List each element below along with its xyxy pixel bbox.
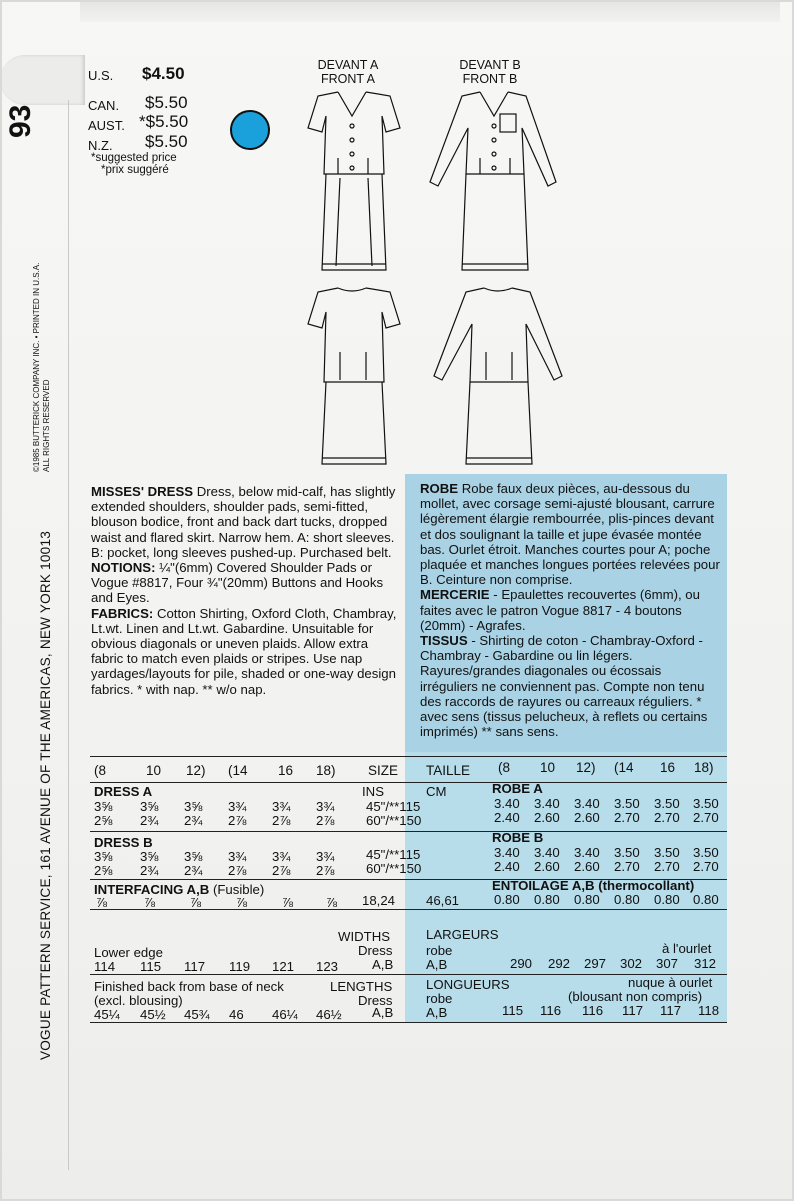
interfacing-cell: ⅞ xyxy=(236,895,247,910)
front-a-label xyxy=(288,58,408,86)
ab-label: A,B xyxy=(372,957,394,972)
ab-label: A,B xyxy=(372,1005,394,1020)
width-cell: 121 xyxy=(272,959,295,974)
metric-cell: 2.60 xyxy=(574,810,600,825)
yardage-cell: 3⅝ xyxy=(94,849,113,864)
width-cm-cell: 290 xyxy=(510,956,533,971)
metric-cell: 3.40 xyxy=(534,796,560,811)
length-cm-cell: 117 xyxy=(660,1003,682,1018)
width-cell: 119 xyxy=(229,959,251,974)
taille-cell: (14 xyxy=(614,760,634,775)
taille-cell: 12) xyxy=(576,760,596,775)
metric-cell: 2.40 xyxy=(494,810,520,825)
yardage-cell: 2⅞ xyxy=(228,863,247,878)
metric-cell: 2.60 xyxy=(574,859,600,874)
metric-cell: 2.70 xyxy=(614,859,640,874)
size-cell: 16 xyxy=(278,763,294,778)
robe-a-label: ROBE A xyxy=(492,781,543,796)
dress-a-label: DRESS A xyxy=(94,784,153,799)
dress-description: Dress, below mid-calf, has slightly extended shoulders, shoulder pads, semi-fitted, blouson bodice, front and back dart tucks, dropped waist and flared skirt. Narrow hem. A: short sleeves. B: pocket, long sleeves pushed-up. Purchased belt. xyxy=(91,484,396,560)
metric-cell: 2.70 xyxy=(654,859,680,874)
front-a-en: FRONT A xyxy=(321,72,375,86)
length-cm-cell: 115 xyxy=(502,1003,524,1018)
length-cm-cell: 116 xyxy=(540,1003,562,1018)
ab-label-fr: A,B xyxy=(426,1005,448,1020)
yardage-cell: 3¾ xyxy=(228,799,247,814)
fabrics-text: Cotton Shirting, Oxford Cloth, Chambray, Lt.wt. Linen and Lt.wt. Gabardine. Unsuitable for obvious diagonals or uneven plaids. Allow extra fabric to match even plaids or stripes. Use nap yardages/layouts for pile, shaded or one-way design fabrics. * with nap. ** w/o nap. xyxy=(91,605,397,697)
width-cell: 123 xyxy=(316,959,339,974)
interfacing-cell: ⅞ xyxy=(282,895,293,910)
yardage-cell: 2¾ xyxy=(140,863,159,878)
lower-edge-label: Lower edge xyxy=(94,945,163,960)
interfacing-cell: ⅞ xyxy=(190,895,201,910)
taille-cell: 16 xyxy=(660,760,676,775)
can-label: CAN. xyxy=(88,98,120,113)
a-ourlet-label: à l'ourlet xyxy=(662,941,712,956)
nz-price: $5.50 xyxy=(145,132,188,151)
width-cell: 115 xyxy=(140,959,162,974)
yardage-cell: 3¾ xyxy=(272,799,291,814)
dress-b-label: DRESS B xyxy=(94,835,153,850)
metric-cell: 3.40 xyxy=(494,796,520,811)
robe-description: Robe faux deux pièces, au-dessous du mollet, avec corsage semi-ajusté blousant, carrure légèrement élargie rembourrée, plis-pinces devant et dos soulignant la taille et jupe évasée montée bas. Ourlet étroit. Manches courtes pour A; poche plaquée et manches longues portées relevées pour B. Ceinture non comprise. xyxy=(420,481,720,588)
length-cm-cell: 116 xyxy=(582,1003,604,1018)
metric-cell: 2.70 xyxy=(693,810,719,825)
yardage-cell: 2¾ xyxy=(184,813,203,828)
excl-blousing-label: (excl. blousing) xyxy=(94,993,183,1008)
mercerie-text: - Epaulettes recouvertes (6mm), ou faites avec le patron Vogue 8817 - 4 boutons (20mm) - Agrafes. xyxy=(420,587,700,633)
metric-cell: 2.60 xyxy=(534,810,560,825)
width-cell: 117 xyxy=(184,959,206,974)
width-60: 60"/**150 xyxy=(366,813,422,828)
length-cell: 46¼ xyxy=(272,1007,298,1022)
length-cell: 45½ xyxy=(140,1007,166,1022)
size-cell: (8 xyxy=(94,763,107,778)
aust-price: *$5.50 xyxy=(139,112,189,131)
length-cell: 45¾ xyxy=(184,1007,210,1022)
yardage-cell: 2⅞ xyxy=(316,863,335,878)
yardage-cell: 3¾ xyxy=(272,849,291,864)
metric-cell: 3.40 xyxy=(494,845,520,860)
fusible-note: (Fusible) xyxy=(212,882,265,897)
yardage-cell: 2⅝ xyxy=(94,863,113,878)
metric-cell: 0.80 xyxy=(654,892,680,907)
size-cell: 18) xyxy=(316,763,336,778)
metric-cell: 2.70 xyxy=(614,810,640,825)
longueurs-label: LONGUEURS xyxy=(426,977,510,992)
front-b-fr: DEVANT B xyxy=(459,58,521,72)
metric-cell: 3.50 xyxy=(654,796,680,811)
tissus-text: - Shirting de coton - Chambray-Oxford - Chambray - Gabardine ou lin légers. Rayures/grandes diagonales ou écossais irréguliers ne conviennent pas. Compte non tenu des raccords de rayures ou carreaux réguliers. * avec sens (tissus pelucheux, à reflets ou certains imprimés) ** sans sens. xyxy=(420,633,708,740)
yardage-cell: 3⅝ xyxy=(140,849,159,864)
table-rule-bottom xyxy=(90,1022,727,1023)
interfacing-cell: ⅞ xyxy=(96,895,107,910)
width-cm-cell: 292 xyxy=(548,956,571,971)
metric-cell: 3.50 xyxy=(614,796,640,811)
length-cell: 45¼ xyxy=(94,1007,120,1022)
front-a-drawing xyxy=(300,88,410,278)
yardage-cell: 3⅝ xyxy=(184,799,203,814)
table-rule-int xyxy=(90,909,727,910)
width-cell: 114 xyxy=(94,959,116,974)
interfacing-cell: ⅞ xyxy=(144,895,155,910)
metric-cell: 2.70 xyxy=(654,810,680,825)
taille-cell: (8 xyxy=(498,760,511,775)
yardage-cell: 2⅞ xyxy=(228,813,247,828)
length-cm-cell: 117 xyxy=(622,1003,644,1018)
price-note-en: *suggested price xyxy=(91,152,177,164)
robe-title: ROBE xyxy=(420,481,459,496)
metric-cell: 0.80 xyxy=(614,892,640,907)
notions-text: ¼"(6mm) Covered Shoulder Pads or Vogue #8817, Four ¾"(20mm) Buttons and Hooks and Eyes. xyxy=(91,560,384,606)
dress-title: MISSES' DRESS xyxy=(91,484,194,499)
lengths-label: LENGTHS xyxy=(330,979,393,994)
length-cell: 46 xyxy=(229,1007,244,1022)
interfacing-cm: 46,61 xyxy=(426,893,460,908)
yardage-cell: 2¾ xyxy=(140,813,159,828)
ins-label: INS xyxy=(362,784,384,799)
can-price: $5.50 xyxy=(145,93,188,112)
metric-cell: 0.80 xyxy=(494,892,520,907)
french-description xyxy=(420,481,722,739)
notions-label: NOTIONS: xyxy=(91,560,156,576)
mercerie-label: MERCERIE xyxy=(420,587,490,603)
metric-cell: 3.40 xyxy=(534,845,560,860)
back-b-drawing xyxy=(430,282,566,472)
yardage-cell: 3⅝ xyxy=(140,799,159,814)
taille-cell: 10 xyxy=(540,760,556,775)
nz-label: N.Z. xyxy=(88,138,113,153)
ab-label-fr: A,B xyxy=(426,957,448,972)
publisher-line: VOGUE PATTERN SERVICE, 161 AVENUE OF THE AMERICAS, NEW YORK 10013 xyxy=(38,531,53,1060)
metric-cell: 2.60 xyxy=(534,859,560,874)
us-price: $4.50 xyxy=(142,64,185,83)
width-cm-cell: 307 xyxy=(656,956,679,971)
front-b-drawing xyxy=(426,88,562,278)
taille-cell: 18) xyxy=(694,760,714,775)
yardage-cell: 2⅞ xyxy=(272,813,291,828)
copyright-block xyxy=(32,263,52,472)
size-cell: 12) xyxy=(186,763,206,778)
dress-col-label: Dress xyxy=(358,993,393,1008)
yardage-cell: 3¾ xyxy=(316,849,335,864)
metric-cell: 3.50 xyxy=(693,845,719,860)
yardage-cell: 2⅞ xyxy=(272,863,291,878)
width-45: 45"/**115 xyxy=(366,799,421,814)
size-label: SIZE xyxy=(368,763,399,778)
metric-cell: 2.70 xyxy=(693,859,719,874)
metric-cell: 3.50 xyxy=(654,845,680,860)
length-cm-cell: 118 xyxy=(698,1003,720,1018)
size-cell: (14 xyxy=(228,763,248,778)
finished-back-label: Finished back from base of neck xyxy=(94,979,284,994)
width-cm-cell: 312 xyxy=(694,956,717,971)
metric-cell: 3.50 xyxy=(614,845,640,860)
table-rule-top xyxy=(90,756,727,757)
english-description xyxy=(91,484,401,697)
entoilage-title: ENTOILAGE A,B (thermocollant) xyxy=(492,878,695,893)
yardage-cell: 2⅞ xyxy=(316,813,335,828)
front-b-en: FRONT B xyxy=(462,72,518,86)
front-b-label xyxy=(430,58,550,86)
largeurs-label: LARGEURS xyxy=(426,927,499,942)
interfacing-cell: ⅞ xyxy=(326,895,337,910)
tissus-label: TISSUS xyxy=(420,633,468,649)
table-rule-a xyxy=(90,831,727,832)
length-cell: 46½ xyxy=(316,1007,342,1022)
fabrics-label: FABRICS: xyxy=(91,605,154,621)
metric-cell: 0.80 xyxy=(534,892,560,907)
aust-label: AUST. xyxy=(88,118,125,133)
back-a-drawing xyxy=(300,282,410,472)
metric-cell: 3.50 xyxy=(693,796,719,811)
blue-dot xyxy=(230,110,270,150)
interfacing-ins: 18,24 xyxy=(362,893,396,908)
metric-cell: 2.40 xyxy=(494,859,520,874)
yardage-cell: 2¾ xyxy=(184,863,203,878)
entoilage-label xyxy=(492,879,694,893)
yardage-cell: 3⅝ xyxy=(184,849,203,864)
front-a-fr: DEVANT A xyxy=(317,58,379,72)
width-cm-cell: 302 xyxy=(620,956,643,971)
blousant-label: (blousant non compris) xyxy=(568,989,703,1004)
robe-col-label: robe xyxy=(426,991,453,1006)
width-45: 45"/**115 xyxy=(366,847,421,862)
metric-cell: 0.80 xyxy=(574,892,600,907)
metric-cell: 0.80 xyxy=(693,892,719,907)
robe-b-label: ROBE B xyxy=(492,830,544,845)
yardage-cell: 3⅝ xyxy=(94,799,113,814)
interfacing-title: INTERFACING A,B xyxy=(94,882,210,897)
yardage-cell: 3¾ xyxy=(228,849,247,864)
width-cm-cell: 297 xyxy=(584,956,607,971)
pattern-number: 93 xyxy=(4,104,37,138)
price-note-fr: *prix suggéré xyxy=(101,164,169,176)
widths-label: WIDTHS xyxy=(338,929,391,944)
yardage-cell: 3¾ xyxy=(316,799,335,814)
nuque-label: nuque à ourlet xyxy=(628,975,713,990)
cm-label: CM xyxy=(426,784,447,799)
taille-label: TAILLE xyxy=(426,763,471,778)
yardage-cell: 2⅝ xyxy=(94,813,113,828)
table-rule-header xyxy=(90,782,727,783)
robe-col-label: robe xyxy=(426,943,453,958)
width-60: 60"/**150 xyxy=(366,861,422,876)
rights-line: ALL RIGHTS RESERVED xyxy=(42,379,51,472)
size-cell: 10 xyxy=(146,763,162,778)
copyright-line: ©1985 BUTTERICK COMPANY INC. • PRINTED IN U.S.A. xyxy=(32,262,41,472)
metric-cell: 3.40 xyxy=(574,845,600,860)
metric-cell: 3.40 xyxy=(574,796,600,811)
us-label: U.S. xyxy=(88,68,114,83)
dress-col-label: Dress xyxy=(358,943,393,958)
